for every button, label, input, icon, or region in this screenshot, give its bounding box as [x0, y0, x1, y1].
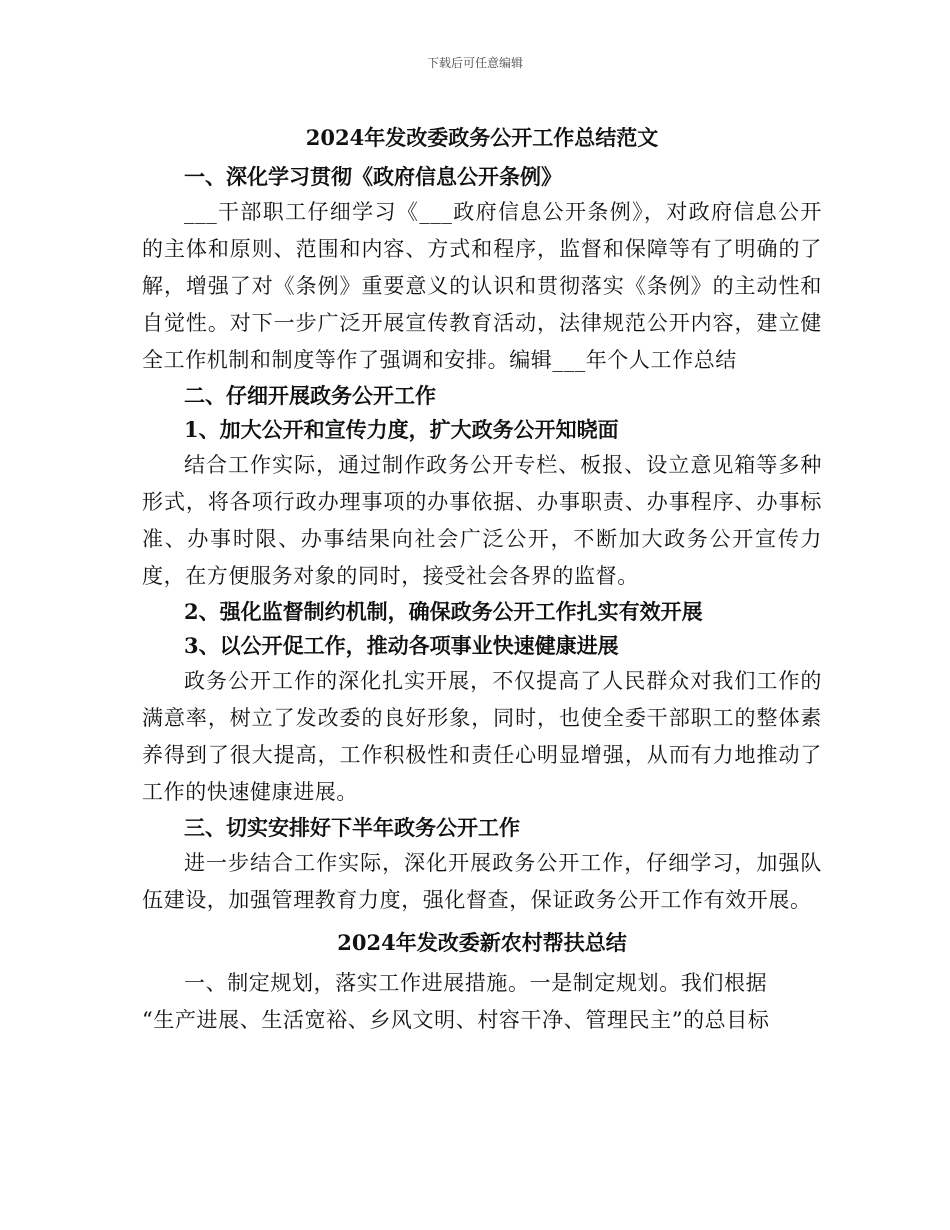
doc1-section1-paragraph: ___干部职工仔细学习《___政府信息公开条例》，对政府信息公开的主体和原则、范围和内容、方式和程序，监督和保障等有了明确的了解，增强了对《条例》重要意义的认识和贯彻落实《条例》的主动性和自觉性。对下一步广泛开展宣传教育活动，法律规范公开内容，建立健全工作机制和制度等作了强调和安排。编辑___年个人工作总结 — [142, 200, 822, 372]
doc1-section2-3-heading: 3、以公开促工作，推动各项事业快速健康进展 — [184, 633, 619, 658]
doc1-section2-1-paragraph: 结合工作实际，通过制作政务公开专栏、板报、设立意见箱等多种形式，将各项行政办理事项的办事依据、办事职责、办事程序、办事标准、办事时限、办事结果向社会广泛公开，不断加大政务公开宣传力度，在方便服务对象的同时，接受社会各界的监督。 — [142, 453, 822, 588]
doc1-section3-paragraph: 进一步结合工作实际，深化开展政务公开工作，仔细学习，加强队伍建设，加强管理教育力度，强化督查，保证政务公开工作有效开展。 — [142, 851, 822, 912]
doc2-title: 2024年发改委新农村帮扶总结 — [337, 930, 627, 955]
doc2-paragraph-line2: “生产进展、生活宽裕、乡风文明、村容干净、管理民主”的总目标 — [142, 1008, 770, 1032]
doc2-paragraph-line1: 一、制定规划，落实工作进展措施。一是制定规划。我们根据 — [184, 971, 768, 995]
doc1-section2-2-heading: 2、强化监督制约机制，确保政务公开工作扎实有效开展 — [184, 599, 703, 624]
document-body — [142, 118, 822, 1039]
doc1-section2-1-heading: 1、加大公开和宣传力度，扩大政务公开知晓面 — [184, 417, 619, 442]
doc1-section1-heading: 一、深化学习贯彻《政府信息公开条例》 — [184, 164, 562, 189]
doc1-title: 2024年发改委政务公开工作总结范文 — [305, 125, 659, 150]
header-note: 下载后可任意编辑 — [426, 56, 523, 70]
doc1-section2-3-paragraph: 政务公开工作的深化扎实开展，不仅提高了人民群众对我们工作的满意率，树立了发改委的良好形象，同时，也使全委干部职工的整体素养得到了很大提高，工作积极性和责任心明显增强，从而有力地推动了工作的快速健康进展。 — [142, 669, 822, 804]
doc1-section2-heading: 二、仔细开展政务公开工作 — [184, 383, 436, 408]
doc1-section3-heading: 三、切实安排好下半年政务公开工作 — [184, 815, 520, 840]
